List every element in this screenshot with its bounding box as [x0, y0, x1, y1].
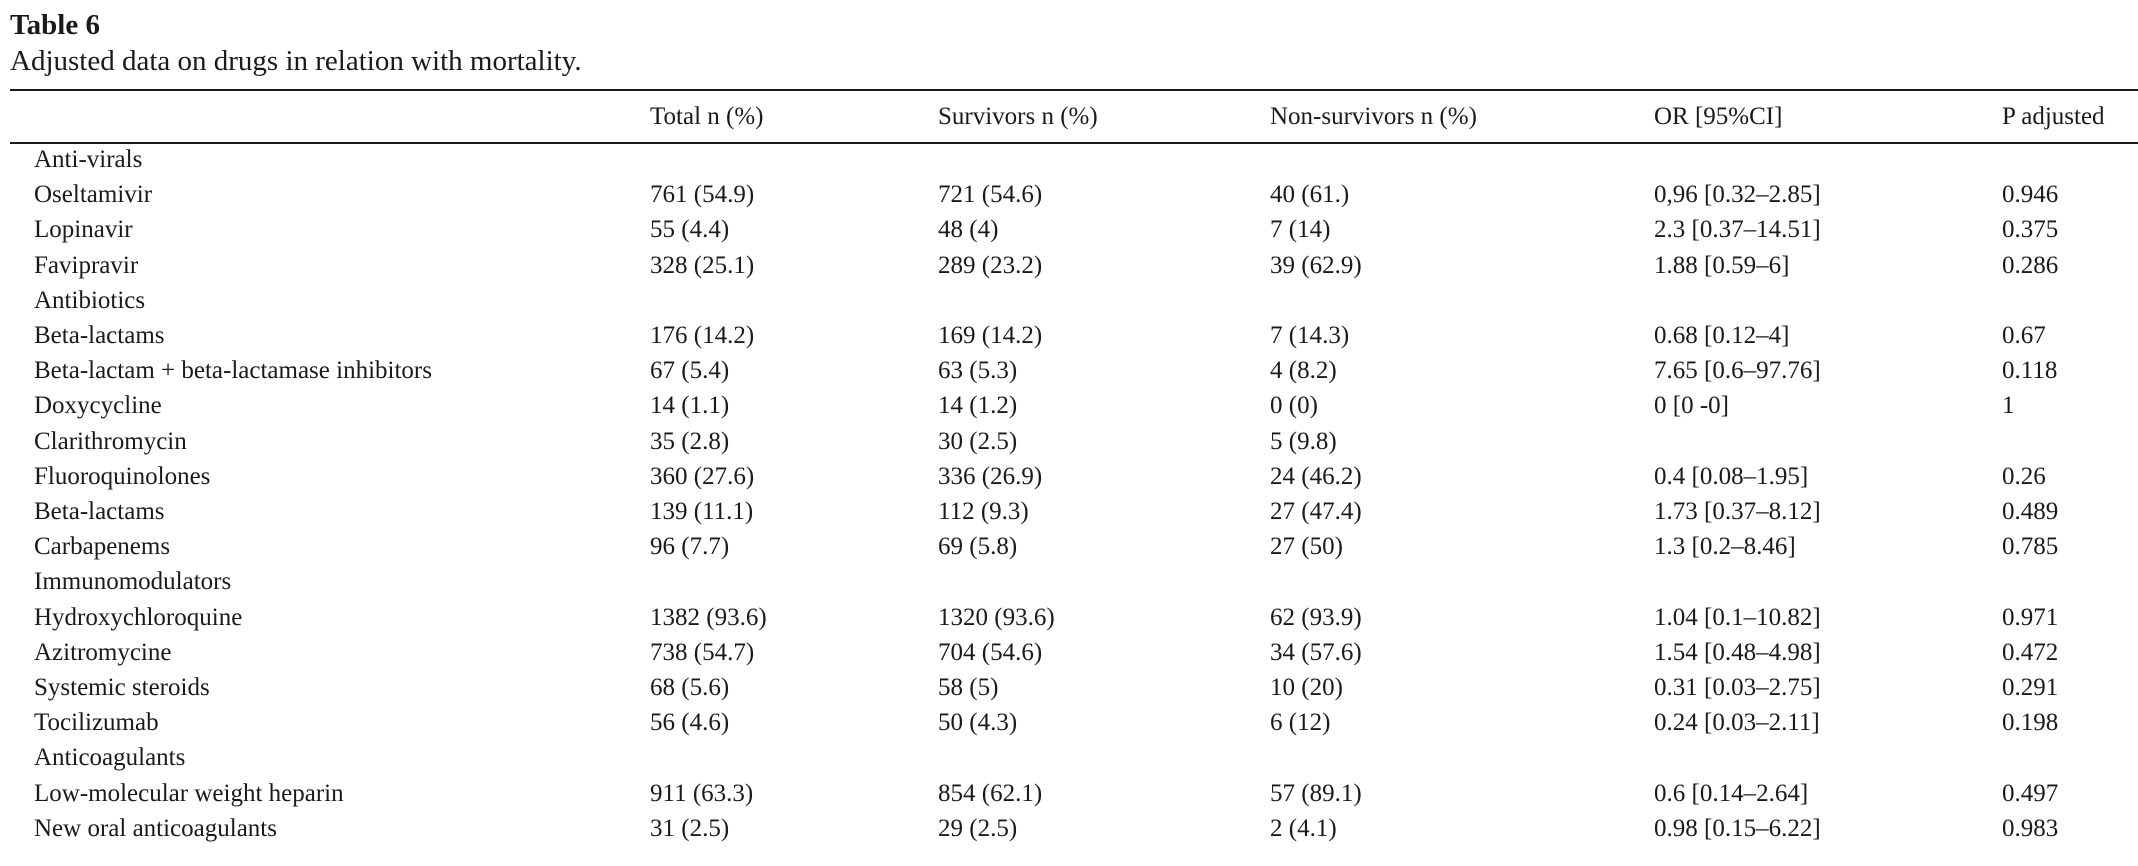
- drug-name: Low-molecular weight heparin: [34, 779, 344, 807]
- or-cell: 0.98 [0.15–6.22]: [1654, 814, 1821, 842]
- drug-name: New oral anticoagulants: [34, 814, 277, 842]
- p-adjusted-cell: 0.286: [2002, 251, 2059, 279]
- p-adjusted-cell: [2002, 424, 2138, 459]
- p-adjusted-cell: 0.26: [2002, 462, 2046, 490]
- p-adjusted-cell: 0.375: [2002, 216, 2059, 244]
- table-row: [10, 811, 2138, 846]
- or-cell: [1654, 424, 2002, 459]
- survivors-cell: 14 (1.2): [938, 392, 1018, 420]
- survivors-cell: [938, 564, 1270, 599]
- drug-name: Oseltamivir: [34, 181, 153, 209]
- drug-name: Favipravir: [34, 251, 139, 279]
- non-survivors-cell: 27 (50): [1270, 533, 1343, 561]
- or-cell: 0.6 [0.14–2.64]: [1654, 779, 1809, 807]
- total-cell: 31 (2.5): [650, 814, 730, 842]
- p-adjusted-cell: 0.472: [2002, 638, 2059, 666]
- survivors-cell: [938, 142, 1270, 177]
- or-cell: [1654, 283, 2002, 318]
- header-drug: [10, 91, 650, 142]
- or-cell: [1654, 564, 2002, 599]
- drug-name: Carbapenems: [34, 533, 171, 561]
- p-adjusted-cell: 0.946: [2002, 181, 2059, 209]
- or-cell: [1654, 740, 2002, 775]
- p-adjusted-cell: 0.67: [2002, 322, 2046, 350]
- drug-name: Antibiotics: [34, 286, 146, 314]
- drug-name: Tocilizumab: [34, 709, 159, 737]
- p-adjusted-cell: [2002, 283, 2138, 318]
- drugs-mortality-table: [10, 91, 2138, 846]
- non-survivors-cell: 4 (8.2): [1270, 357, 1337, 385]
- table-row: [10, 564, 2138, 599]
- table-row: [10, 177, 2138, 212]
- total-cell: 35 (2.8): [650, 427, 730, 455]
- header-total: Total n (%): [650, 103, 764, 130]
- total-cell: 738 (54.7): [650, 638, 755, 666]
- non-survivors-cell: 5 (9.8): [1270, 427, 1337, 455]
- survivors-cell: 289 (23.2): [938, 251, 1043, 279]
- total-cell: 67 (5.4): [650, 357, 730, 385]
- total-cell: 328 (25.1): [650, 251, 755, 279]
- drug-name: Beta-lactams: [34, 322, 165, 350]
- drug-name: Hydroxychloroquine: [34, 603, 243, 631]
- or-cell: 0 [0 -0]: [1654, 392, 1729, 420]
- p-adjusted-cell: [2002, 740, 2138, 775]
- header-p-adjusted: P adjusted: [2002, 103, 2105, 130]
- or-cell: 7.65 [0.6–97.76]: [1654, 357, 1821, 385]
- table-row: [10, 142, 2138, 177]
- table-row: [10, 670, 2138, 705]
- or-cell: 1.88 [0.59–6]: [1654, 251, 1790, 279]
- table-row: [10, 494, 2138, 529]
- total-cell: [650, 142, 938, 177]
- non-survivors-cell: [1270, 142, 1654, 177]
- non-survivors-cell: 24 (46.2): [1270, 462, 1362, 490]
- drug-name: Beta-lactam + beta-lactamase inhibitors: [34, 357, 432, 385]
- survivors-cell: 69 (5.8): [938, 533, 1018, 561]
- drug-name: Immunomodulators: [34, 568, 232, 596]
- total-cell: 761 (54.9): [650, 181, 755, 209]
- survivors-cell: 58 (5): [938, 674, 999, 702]
- survivors-cell: 30 (2.5): [938, 427, 1018, 455]
- table-row: [10, 318, 2138, 353]
- non-survivors-cell: 40 (61.): [1270, 181, 1350, 209]
- survivors-cell: 63 (5.3): [938, 357, 1018, 385]
- p-adjusted-cell: 0.785: [2002, 533, 2059, 561]
- drug-name: Clarithromycin: [34, 427, 187, 455]
- drug-name: Beta-lactams: [34, 498, 165, 526]
- survivors-cell: 48 (4): [938, 216, 999, 244]
- p-adjusted-cell: 0.489: [2002, 498, 2059, 526]
- total-cell: 911 (63.3): [650, 779, 754, 807]
- drug-name: Doxycycline: [34, 392, 162, 420]
- or-cell: 0.4 [0.08–1.95]: [1654, 462, 1809, 490]
- total-cell: 68 (5.6): [650, 674, 730, 702]
- header-non-survivors: Non-survivors n (%): [1270, 103, 1477, 130]
- survivors-cell: 50 (4.3): [938, 709, 1018, 737]
- drug-name: Anti-virals: [34, 146, 143, 173]
- table-body: [10, 142, 2138, 846]
- table-row: [10, 740, 2138, 775]
- or-cell: [1654, 142, 2002, 177]
- total-cell: 139 (11.1): [650, 498, 754, 526]
- table-row: [10, 424, 2138, 459]
- non-survivors-cell: 34 (57.6): [1270, 638, 1362, 666]
- p-adjusted-cell: 0.291: [2002, 674, 2059, 702]
- total-cell: 14 (1.1): [650, 392, 730, 420]
- survivors-cell: 169 (14.2): [938, 322, 1043, 350]
- total-cell: 56 (4.6): [650, 709, 730, 737]
- survivors-cell: 721 (54.6): [938, 181, 1043, 209]
- drug-name: Azitromycine: [34, 638, 172, 666]
- total-cell: [650, 740, 938, 775]
- non-survivors-cell: 2 (4.1): [1270, 814, 1337, 842]
- or-cell: 2.3 [0.37–14.51]: [1654, 216, 1821, 244]
- non-survivors-cell: 62 (93.9): [1270, 603, 1362, 631]
- non-survivors-cell: [1270, 564, 1654, 599]
- survivors-cell: 29 (2.5): [938, 814, 1018, 842]
- total-cell: [650, 564, 938, 599]
- non-survivors-cell: 57 (89.1): [1270, 779, 1362, 807]
- p-adjusted-cell: 1: [2002, 392, 2015, 420]
- table-row: [10, 353, 2138, 388]
- or-cell: 1.3 [0.2–8.46]: [1654, 533, 1796, 561]
- table-row: [10, 776, 2138, 811]
- drug-name: Lopinavir: [34, 216, 133, 244]
- survivors-cell: 336 (26.9): [938, 462, 1043, 490]
- table-row: [10, 283, 2138, 318]
- table-row: [10, 388, 2138, 423]
- drug-name: Systemic steroids: [34, 674, 210, 702]
- non-survivors-cell: [1270, 283, 1654, 318]
- non-survivors-cell: 39 (62.9): [1270, 251, 1362, 279]
- total-cell: 55 (4.4): [650, 216, 730, 244]
- or-cell: 0,96 [0.32–2.85]: [1654, 181, 1821, 209]
- survivors-cell: 1320 (93.6): [938, 603, 1055, 631]
- or-cell: 0.24 [0.03–2.11]: [1654, 709, 1820, 737]
- p-adjusted-cell: [2002, 564, 2138, 599]
- non-survivors-cell: 7 (14.3): [1270, 322, 1350, 350]
- or-cell: 0.68 [0.12–4]: [1654, 322, 1790, 350]
- table-row: [10, 248, 2138, 283]
- survivors-cell: [938, 283, 1270, 318]
- p-adjusted-cell: 0.198: [2002, 709, 2059, 737]
- header-survivors: Survivors n (%): [938, 103, 1098, 130]
- non-survivors-cell: [1270, 740, 1654, 775]
- non-survivors-cell: 7 (14): [1270, 216, 1331, 244]
- or-cell: 0.31 [0.03–2.75]: [1654, 674, 1821, 702]
- total-cell: 176 (14.2): [650, 322, 755, 350]
- header-or: OR [95%CI]: [1654, 103, 1783, 130]
- total-cell: 96 (7.7): [650, 533, 730, 561]
- or-cell: 1.04 [0.1–10.82]: [1654, 603, 1821, 631]
- table-row: [10, 529, 2138, 564]
- non-survivors-cell: 27 (47.4): [1270, 498, 1362, 526]
- p-adjusted-cell: 0.118: [2002, 357, 2058, 385]
- p-adjusted-cell: [2002, 142, 2138, 177]
- table-row: [10, 600, 2138, 635]
- p-adjusted-cell: 0.983: [2002, 814, 2059, 842]
- or-cell: 1.54 [0.48–4.98]: [1654, 638, 1821, 666]
- total-cell: 360 (27.6): [650, 462, 755, 490]
- header-row: [10, 91, 2138, 142]
- drug-name: Anticoagulants: [34, 744, 186, 772]
- survivors-cell: 112 (9.3): [938, 498, 1029, 526]
- table-row: [10, 635, 2138, 670]
- or-cell: 1.73 [0.37–8.12]: [1654, 498, 1821, 526]
- non-survivors-cell: 10 (20): [1270, 674, 1343, 702]
- survivors-cell: 854 (62.1): [938, 779, 1043, 807]
- table-row: [10, 459, 2138, 494]
- p-adjusted-cell: 0.971: [2002, 603, 2059, 631]
- table-caption: Adjusted data on drugs in relation with mortality.: [10, 45, 582, 77]
- table-row: [10, 212, 2138, 247]
- table-label: Table 6: [10, 9, 100, 41]
- survivors-cell: [938, 740, 1270, 775]
- total-cell: 1382 (93.6): [650, 603, 767, 631]
- non-survivors-cell: 0 (0): [1270, 392, 1318, 420]
- table-row: [10, 705, 2138, 740]
- survivors-cell: 704 (54.6): [938, 638, 1043, 666]
- total-cell: [650, 283, 938, 318]
- p-adjusted-cell: 0.497: [2002, 779, 2059, 807]
- drug-name: Fluoroquinolones: [34, 462, 211, 490]
- non-survivors-cell: 6 (12): [1270, 709, 1331, 737]
